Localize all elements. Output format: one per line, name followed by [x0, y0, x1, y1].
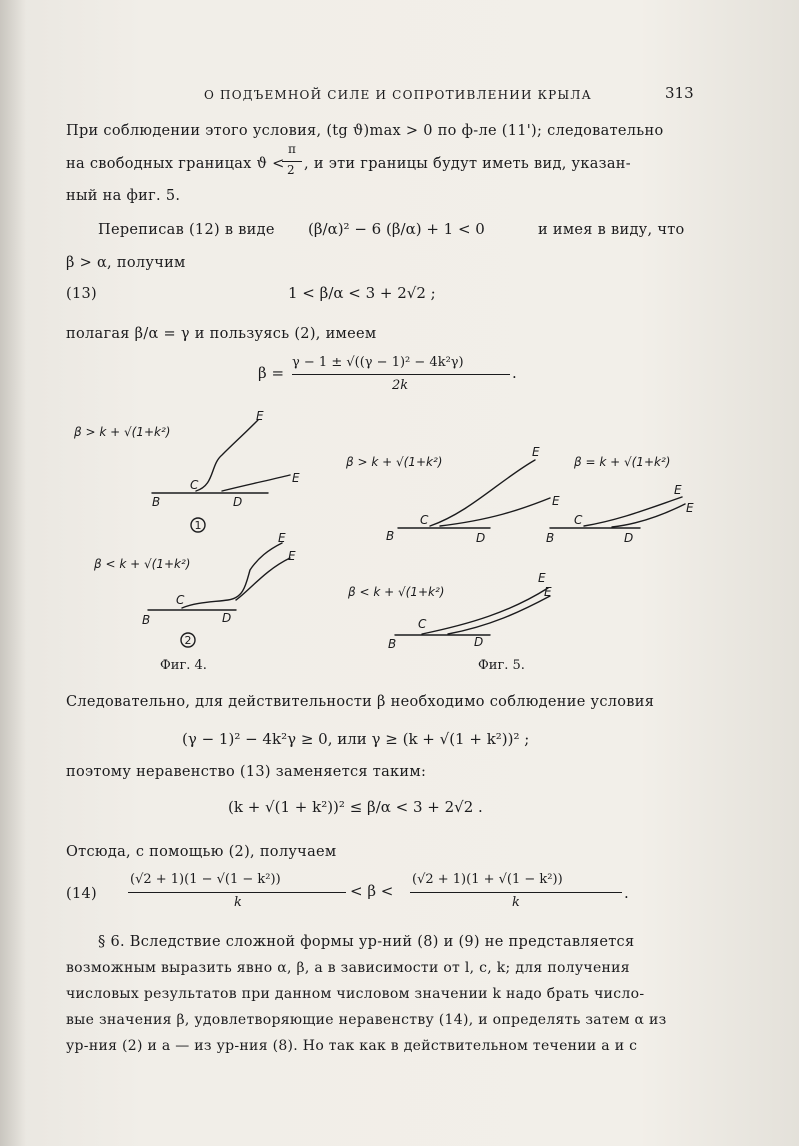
- para1-frac-bar: [282, 161, 302, 162]
- fig5-a-point-e-lower: E: [552, 494, 560, 508]
- eq13-label: (13): [66, 286, 97, 302]
- fig4-caption: Фиг. 4.: [160, 658, 207, 673]
- fig4-label-top: β > k + √(1+k²): [74, 425, 171, 439]
- beta-formula-lhs: β =: [258, 364, 285, 382]
- fig4-1-point-c: C: [190, 478, 199, 492]
- para1-line1: При соблюдении этого условия, (tg ϑ)max > 0 по ф-ле (11'); следовательно: [66, 123, 664, 139]
- para4: Следовательно, для действительности β необходимо соблюдение условия: [66, 694, 655, 710]
- eq14-label: (14): [66, 886, 97, 902]
- eq14-left-numerator: (√2 + 1)(1 − √(1 − k²)): [130, 872, 281, 887]
- fig5-c-point-c: C: [418, 617, 427, 631]
- eq14-right-denominator: k: [512, 895, 520, 910]
- eq14-middle: < β <: [350, 882, 394, 900]
- fig5-c-point-d: D: [474, 635, 484, 649]
- eq-inequality: (k + √(1 + k²))² ≤ β/α < 3 + 2√2 .: [228, 798, 483, 816]
- eq14-tail: .: [624, 884, 629, 902]
- fig5-b-point-b: B: [546, 531, 555, 545]
- fig4-2-point-d: D: [222, 611, 232, 625]
- fig5-b-point-e-lower: E: [686, 501, 694, 515]
- para7-line5: ур-ния (2) и a — из ур-ния (8). Но так как в действительном течении a и c: [66, 1038, 638, 1054]
- fig4-label-bottom: β < k + √(1+k²): [94, 557, 191, 571]
- para7-line1: § 6. Вследствие сложной формы ур-ний (8) и (9) не представляется: [98, 934, 635, 950]
- beta-formula-tail: .: [512, 364, 517, 382]
- fig4-circle-1-number: 1: [194, 519, 202, 532]
- fig4-2-point-e-lower: E: [288, 549, 296, 563]
- fig4-1-point-d: D: [233, 495, 243, 509]
- para7-line2: возможным выразить явно α, β, a в зависимости от l, c, k; для получения: [66, 960, 630, 976]
- para2-line1-b: и имея в виду, что: [538, 222, 685, 238]
- para6: Отсюда, с помощью (2), получаем: [66, 844, 337, 860]
- beta-formula-denominator: 2k: [392, 378, 409, 393]
- fig5-a-point-b: B: [386, 529, 395, 543]
- para1-line2-a: на свободных границах ϑ <: [66, 156, 285, 172]
- fig4-1-upper-curve: [196, 420, 258, 491]
- fig5-c-point-e-upper: E: [538, 571, 546, 585]
- fig4-2-point-e-upper: E: [278, 531, 286, 545]
- fig5-a-upper-curve: [430, 460, 535, 526]
- fig4-1-point-e-upper: E: [256, 409, 264, 423]
- eq14-right-numerator: (√2 + 1)(1 + √(1 − k²)): [412, 872, 563, 887]
- running-header: О ПОДЪЕМНОЙ СИЛЕ И СОПРОТИВЛЕНИИ КРЫЛА: [204, 88, 592, 102]
- fig5-c-point-b: B: [388, 637, 397, 651]
- fig5-a-point-e-upper: E: [532, 445, 540, 459]
- fig4-1-point-b: B: [152, 495, 161, 509]
- fig4-circle-2-number: 2: [184, 634, 192, 647]
- beta-formula-numerator: γ − 1 ± √((γ − 1)² − 4k²γ): [292, 355, 464, 370]
- eq-condition: (γ − 1)² − 4k²γ ≥ 0, или γ ≥ (k + √(1 + k²))² ;: [182, 730, 530, 748]
- fig5-caption: Фиг. 5.: [478, 658, 525, 673]
- para3: полагая β/α = γ и пользуясь (2), имеем: [66, 326, 377, 342]
- para1-frac-num: π: [288, 142, 297, 156]
- para7-line4: вые значения β, удовлетворяющие неравенству (14), и определять затем α из: [66, 1012, 667, 1028]
- eq13-formula: 1 < β/α < 3 + 2√2 ;: [288, 284, 436, 302]
- figures-4-5: [0, 400, 799, 690]
- para5: поэтому неравенство (13) заменяется таким:: [66, 764, 427, 780]
- beta-formula-bar: [292, 374, 510, 375]
- para1-line2-b: , и эти границы будут иметь вид, указан-: [304, 156, 631, 172]
- fig5-label-b: β = k + √(1+k²): [574, 455, 671, 469]
- para1-line3: ный на фиг. 5.: [66, 188, 181, 204]
- fig5-b-point-e-upper: E: [674, 483, 682, 497]
- eq14-left-denominator: k: [234, 895, 242, 910]
- fig5-b-point-d: D: [624, 531, 634, 545]
- fig4-2-curve-b: [236, 558, 290, 600]
- eq14-right-bar: [410, 892, 622, 893]
- fig4-2-point-c: C: [176, 593, 185, 607]
- fig5-b-lower-curve: [612, 504, 685, 527]
- fig4-2-curve-a: [182, 543, 282, 608]
- page-number: 313: [665, 84, 694, 102]
- fig5-label-a: β > k + √(1+k²): [346, 455, 443, 469]
- fig5-a-point-d: D: [476, 531, 486, 545]
- fig5-label-c: β < k + √(1+k²): [348, 585, 445, 599]
- fig4-1-lower-curve: [222, 475, 290, 491]
- fig5-b-point-c: C: [574, 513, 583, 527]
- para7-line3: числовых результатов при данном числовом значении k надо брать число-: [66, 986, 645, 1002]
- fig4-1-point-e-lower: E: [292, 471, 300, 485]
- para2-expression: (β/α)² − 6 (β/α) + 1 < 0: [308, 220, 485, 238]
- fig4-2-point-b: B: [142, 613, 151, 627]
- fig5-a-point-c: C: [420, 513, 429, 527]
- eq14-left-bar: [128, 892, 346, 893]
- fig5-a-lower-curve: [440, 498, 550, 526]
- para2-line2: β > α, получим: [66, 255, 186, 271]
- para2-line1-a: Переписав (12) в виде: [98, 222, 275, 238]
- fig5-c-point-e-lower: E: [544, 585, 552, 599]
- para1-frac-den: 2: [287, 163, 295, 177]
- fig5-c-lower-curve: [448, 596, 550, 634]
